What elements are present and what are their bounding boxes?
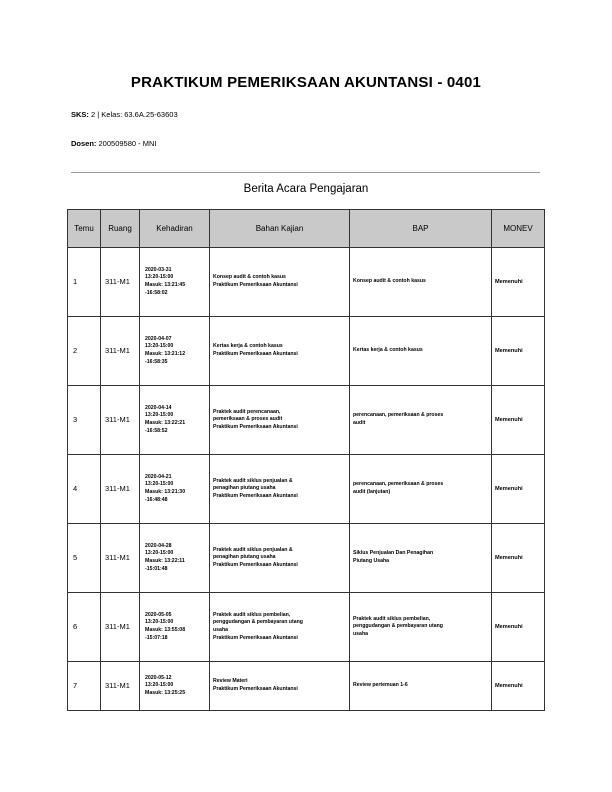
cell-bap: Praktek audit siklus pembelian, penggudangan & pembayaran utang usaha bbox=[350, 593, 492, 662]
cell-kehadiran: 2020-03-31 13:20-15:00 Masuk: 13:21:45 -16:58:02 bbox=[140, 248, 210, 317]
cell-temu: 6 bbox=[68, 593, 101, 662]
section-title: Berita Acara Pengajaran bbox=[243, 183, 369, 195]
cell-monev: Memenuhi bbox=[492, 593, 545, 662]
cell-ruang: 311-M1 bbox=[101, 317, 140, 386]
cell-kehadiran: 2020-05-05 13:20-15:00 Masuk: 13:55:08 -15:07:18 bbox=[140, 593, 210, 662]
header-temu: Temu bbox=[68, 210, 101, 248]
cell-temu: 5 bbox=[68, 524, 101, 593]
cell-ruang: 311-M1 bbox=[101, 455, 140, 524]
cell-bahan-kajian: Praktek audit perencanaan, pemeriksaan & proses audit Praktikum Pemeriksaan Akuntansi bbox=[210, 386, 350, 455]
cell-bahan-kajian: Praktek audit siklus penjualan & penagihan piutang usaha Praktikum Pemeriksaan Akuntansi bbox=[210, 524, 350, 593]
divider bbox=[71, 172, 540, 173]
cell-monev: Memenuhi bbox=[492, 662, 545, 711]
header-bahan-kajian: Bahan Kajian bbox=[210, 210, 350, 248]
cell-bahan-kajian: Konsep audit & contoh kasus Praktikum Pemeriksaan Akuntansi bbox=[210, 248, 350, 317]
table-row bbox=[68, 662, 545, 711]
sks-value: 2 | Kelas: 63.6A.25-63603 bbox=[91, 110, 178, 119]
cell-temu: 7 bbox=[68, 662, 101, 711]
cell-monev: Memenuhi bbox=[492, 524, 545, 593]
header-ruang: Ruang bbox=[101, 210, 140, 248]
course-info bbox=[71, 110, 178, 119]
table-row bbox=[68, 317, 545, 386]
table-row bbox=[68, 455, 545, 524]
cell-kehadiran: 2020-04-28 13:20-15:00 Masuk: 13:22:11 -15:01:48 bbox=[140, 524, 210, 593]
cell-ruang: 311-M1 bbox=[101, 248, 140, 317]
table-row bbox=[68, 524, 545, 593]
cell-kehadiran: 2020-05-12 13:20-15:00 Masuk: 13:25:25 bbox=[140, 662, 210, 711]
cell-kehadiran: 2020-04-21 13:20-15:00 Masuk: 13:21:30 -16:48:48 bbox=[140, 455, 210, 524]
cell-bap: perencanaan, pemeriksaan & proses audit bbox=[350, 386, 492, 455]
cell-bahan-kajian: Kertas kerja & contoh kasus Praktikum Pemeriksaan Akuntansi bbox=[210, 317, 350, 386]
header-kehadiran: Kehadiran bbox=[140, 210, 210, 248]
cell-monev: Memenuhi bbox=[492, 386, 545, 455]
header-monev: MONEV bbox=[492, 210, 545, 248]
cell-bap: Review pertemuan 1-6 bbox=[350, 662, 492, 711]
cell-temu: 4 bbox=[68, 455, 101, 524]
cell-kehadiran: 2020-04-07 13:20-15:00 Masuk: 13:21:12 -16:58:35 bbox=[140, 317, 210, 386]
sks-label: SKS: bbox=[71, 110, 89, 119]
cell-bap: Konsep audit & contoh kasus bbox=[350, 248, 492, 317]
dosen-value: 200509580 - MNI bbox=[98, 139, 157, 148]
dosen-label: Dosen: bbox=[71, 139, 97, 148]
page-title: PRAKTIKUM PEMERIKSAAN AKUNTANSI - 0401 bbox=[130, 74, 482, 91]
cell-bap: Kertas kerja & contoh kasus bbox=[350, 317, 492, 386]
cell-monev: Memenuhi bbox=[492, 455, 545, 524]
table-row bbox=[68, 386, 545, 455]
cell-monev: Memenuhi bbox=[492, 248, 545, 317]
cell-temu: 3 bbox=[68, 386, 101, 455]
cell-bahan-kajian: Praktek audit siklus penjualan & penagihan piutang usaha Praktikum Pemeriksaan Akuntansi bbox=[210, 455, 350, 524]
cell-ruang: 311-M1 bbox=[101, 386, 140, 455]
cell-ruang: 311-M1 bbox=[101, 524, 140, 593]
cell-ruang: 311-M1 bbox=[101, 662, 140, 711]
cell-bap: perencanaan, pemeriksaan & proses audit (lanjutan) bbox=[350, 455, 492, 524]
teaching-log-table bbox=[67, 209, 545, 711]
cell-monev: Memenuhi bbox=[492, 317, 545, 386]
cell-temu: 1 bbox=[68, 248, 101, 317]
cell-bahan-kajian: Praktek audit siklus pembelian, penggudangan & pembayaran utang usaha Praktikum Pemeriksaan Akuntansi bbox=[210, 593, 350, 662]
table-row bbox=[68, 248, 545, 317]
cell-bap: Siklus Penjualan Dan Penagihan Piutang Usaha bbox=[350, 524, 492, 593]
cell-bahan-kajian: Review Materi Praktikum Pemeriksaan Akuntansi bbox=[210, 662, 350, 711]
cell-temu: 2 bbox=[68, 317, 101, 386]
header-bap: BAP bbox=[350, 210, 492, 248]
lecturer-info bbox=[71, 139, 156, 148]
cell-ruang: 311-M1 bbox=[101, 593, 140, 662]
cell-kehadiran: 2020-04-14 13:20-15:00 Masuk: 13:22:21 -16:58:52 bbox=[140, 386, 210, 455]
table-row bbox=[68, 593, 545, 662]
table-header-row bbox=[68, 210, 545, 248]
